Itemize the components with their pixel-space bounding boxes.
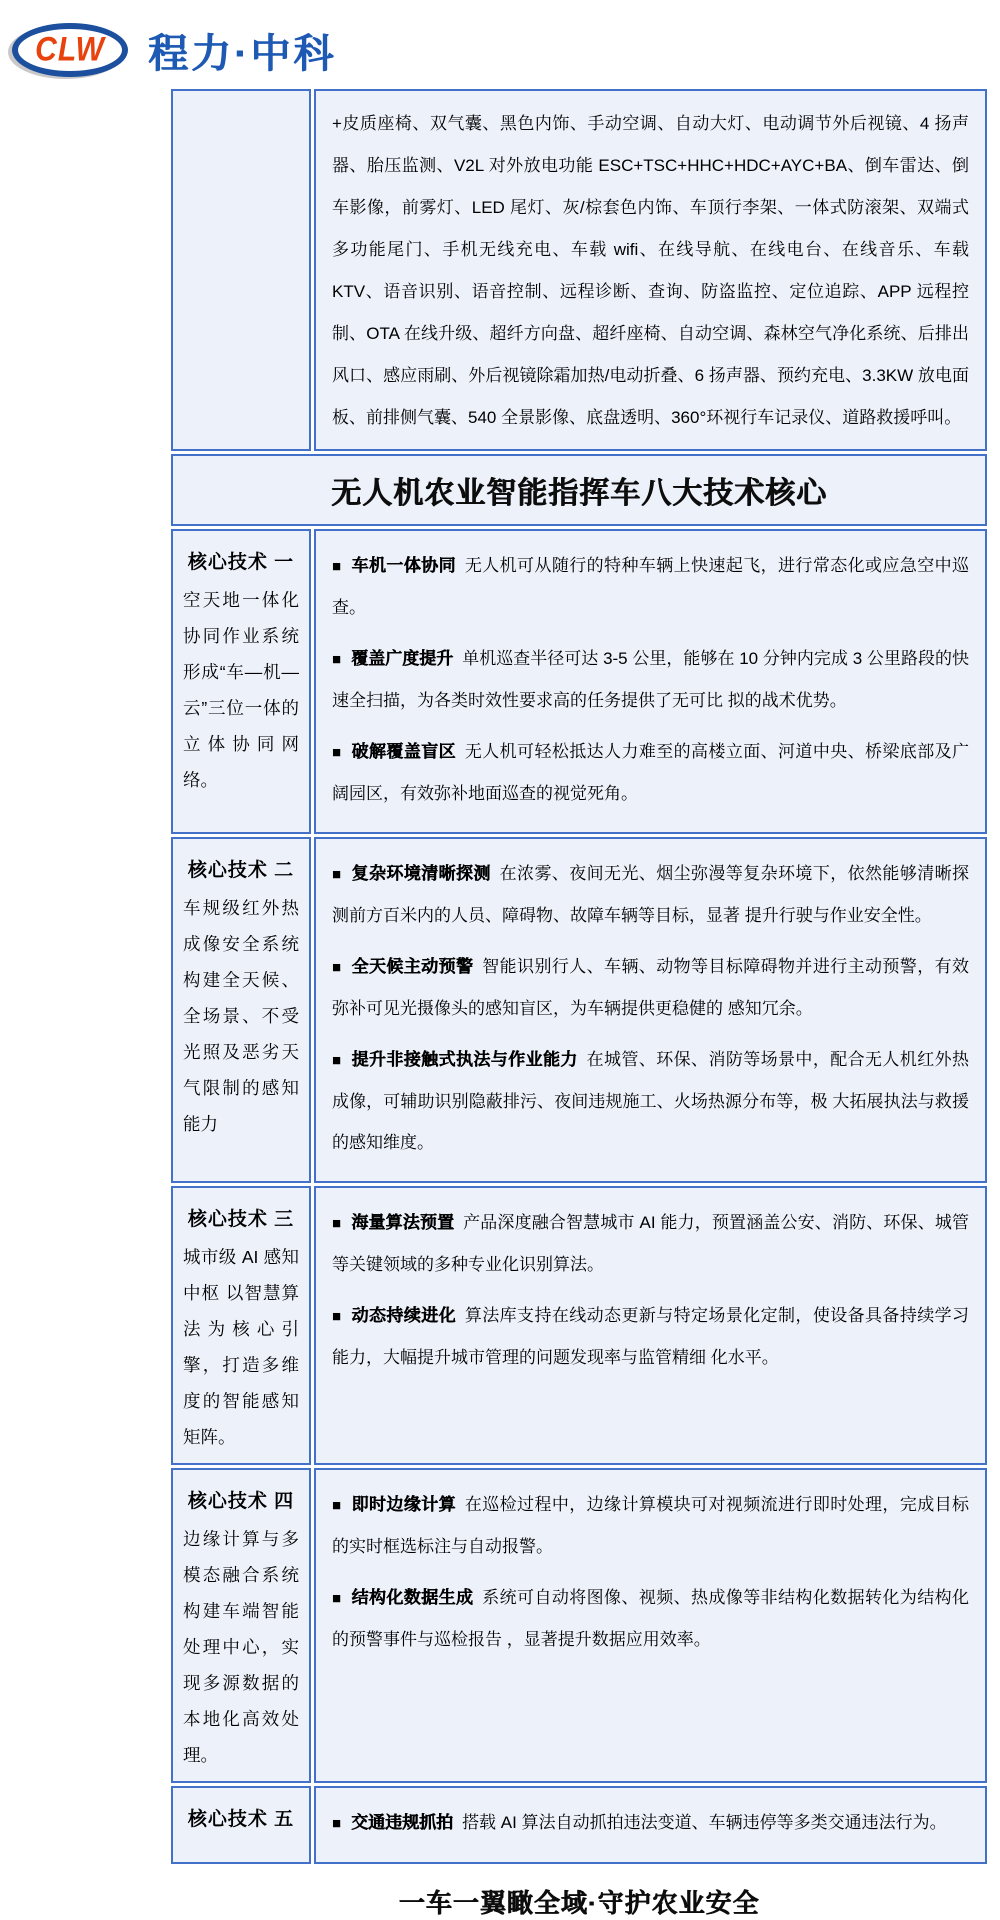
tech-point-term: 结构化数据生成 — [351, 1588, 474, 1607]
core-tech-subtitle: 边缘计算与多模态融合系统 构建车端智能处理中心，实现多源数据的本地化高效处理。 — [183, 1529, 299, 1765]
tech-point — [332, 853, 969, 936]
tech-point-desc: 无人机可从随行的特种车辆上快速起飞，进行常态化或应急空中巡查。 — [332, 556, 970, 617]
core-tech-row-4 — [171, 1468, 987, 1783]
tech-point-term: 动态持续进化 — [351, 1306, 456, 1325]
core-tech-points-cell — [314, 837, 987, 1183]
clw-logo-icon — [12, 23, 128, 77]
tech-point-term: 提升非接触式执法与作业能力 — [351, 1050, 578, 1069]
core-tech-subtitle: 车规级红外热成像安全系统 构建全天候、全场景、不受光照及恶劣天气限制的感知能力 — [183, 898, 299, 1134]
core-tech-subtitle: 空天地一体化协同作业系统 形成“车—机—云”三位一体的立体协同网络。 — [183, 590, 299, 790]
bullet-square-icon: ■ — [332, 866, 342, 883]
bullet-square-icon: ■ — [332, 1815, 342, 1832]
core-tech-label-cell — [171, 837, 311, 1183]
bullet-square-icon: ■ — [332, 1497, 342, 1514]
bullet-square-icon: ■ — [332, 1590, 342, 1607]
tech-point-term: 海量算法预置 — [351, 1213, 455, 1232]
tech-point-desc: 产品深度融合智慧城市 AI 能力，预置涵盖公安、消防、环保、城管等关键领域的多种专业化识别算法。 — [332, 1213, 969, 1274]
tech-point-term: 破解覆盖盲区 — [351, 742, 456, 761]
spec-continuation-cell — [314, 89, 987, 451]
core-tech-points-cell — [314, 1468, 987, 1783]
bullet-square-icon: ■ — [332, 1215, 342, 1232]
brand-name: 程力·中科 — [148, 31, 337, 76]
tech-point — [332, 545, 969, 628]
tech-point-term: 复杂环境清晰探测 — [351, 864, 491, 883]
tech-point — [332, 1039, 969, 1163]
bullet-square-icon: ■ — [332, 651, 342, 668]
bullet-square-icon: ■ — [332, 558, 342, 575]
core-tech-label-cell — [171, 529, 311, 834]
core-tech-title: 核心技术 四 — [187, 1491, 295, 1512]
tech-point-term: 交通违规抓拍 — [351, 1813, 454, 1832]
tech-point — [332, 946, 969, 1029]
spec-continuation-row — [171, 89, 987, 451]
tech-point-desc: 智能识别行人、车辆、动物等目标障碍物并进行主动预警，有效弥补可见光摄像头的感知盲区，为车辆提供更稳健的 感知冗余。 — [332, 957, 970, 1018]
tech-point-term: 覆盖广度提升 — [351, 649, 454, 668]
tech-point — [332, 1802, 969, 1844]
tech-point — [332, 731, 969, 814]
core-tech-label-cell — [171, 1186, 311, 1465]
bullet-square-icon: ■ — [332, 744, 342, 761]
core-tech-label-cell — [171, 1468, 311, 1783]
spec-continuation-text: +皮质座椅、双气囊、黑色内饰、手动空调、自动大灯、电动调节外后视镜、4 扬声器、胎压监测、V2L 对外放电功能 ESC+TSC+HHC+HDC+AYC+BA、倒车雷达、倒车影像，前雾灯、LED 尾灯、灰/棕套色内饰、车顶行李架、一体式防滚架、双端式多功能尾门、手机无线充电、车载 wifi、在线导航、在线电台、在线音乐、车载 KTV、语音识别、语音控制、远程诊断、查询、防盗监控、定位追踪、APP 远程控制、OTA 在线升级、超纤方向盘、超纤座椅、自动空调、森林空气净化系统、后排出风口、感应雨刷、外后视镜除霜加热/电动折叠、6 扬声器、预约充电、3.3KW 放电面板、前排侧气囊、540 全景影像、底盘透明、360°环视行车记录仪、道路救援呼叫。 — [332, 114, 969, 427]
tech-point — [332, 1202, 969, 1285]
tech-point — [332, 1295, 969, 1378]
clw-logo-letters: CLW — [35, 30, 105, 69]
core-tech-title: 核心技术 二 — [187, 860, 295, 881]
tech-point — [332, 1484, 969, 1567]
tech-point-desc: 在巡检过程中，边缘计算模块可对视频流进行即时处理，完成目标的实时框选标注与自动报警。 — [332, 1495, 970, 1556]
spec-table — [168, 86, 990, 1867]
spec-empty-label-cell — [171, 89, 311, 451]
tech-point-desc: 在浓雾、夜间无光、烟尘弥漫等复杂环境下，依然能够清晰探测前方百米内的人员、障碍物、故障车辆等目标，显著 提升行驶与作业安全性。 — [332, 864, 970, 925]
tech-point-term: 全天候主动预警 — [351, 957, 474, 976]
core-tech-subtitle: 城市级 AI 感知中枢 以智慧算法为核心引擎，打造多维度的智能感知矩阵。 — [183, 1247, 299, 1447]
tech-point-term: 即时边缘计算 — [351, 1495, 456, 1514]
core-tech-row-5 — [171, 1786, 987, 1864]
footer-slogan: 一车一翼瞰全域·守护农业安全 — [398, 1888, 760, 1918]
tech-point — [332, 638, 969, 721]
tech-point — [332, 1577, 969, 1660]
section-title-row — [171, 454, 987, 526]
core-tech-points-cell — [314, 1186, 987, 1465]
core-tech-label-cell — [171, 1786, 311, 1864]
core-tech-title: 核心技术 三 — [187, 1209, 295, 1230]
tech-point-desc: 单机巡查半径可达 3-5 公里，能够在 10 分钟内完成 3 公里路段的快速全扫描，为各类时效性要求高的任务提供了无可比 拟的战术优势。 — [332, 649, 969, 710]
bullet-square-icon: ■ — [332, 1308, 342, 1325]
core-tech-title: 核心技术 五 — [187, 1809, 295, 1830]
brand-header — [0, 0, 1000, 86]
section-title: 无人机农业智能指挥车八大技术核心 — [331, 477, 827, 510]
tech-point-desc: 无人机可轻松抵达人力难至的高楼立面、河道中央、桥梁底部及广阔园区，有效弥补地面巡查的视觉死角。 — [332, 742, 970, 803]
core-tech-row-1 — [171, 529, 987, 834]
section-title-cell — [171, 454, 987, 526]
core-tech-points-cell — [314, 529, 987, 834]
tech-point-desc: 算法库支持在线动态更新与特定场景化定制，使设备具备持续学习能力，大幅提升城市管理的问题发现率与监管精细 化水平。 — [332, 1306, 970, 1367]
bullet-square-icon: ■ — [332, 1052, 342, 1069]
tech-point-desc: 在城管、环保、消防等场景中，配合无人机红外热成像，可辅助识别隐蔽排污、夜间违规施工、火场热源分布等，极 大拓展执法与救援的感知维度。 — [332, 1050, 970, 1152]
core-tech-row-2 — [171, 837, 987, 1183]
tech-point-desc: 系统可自动将图像、视频、热成像等非结构化数据转化为结构化的预警事件与巡检报告 ，显著提升数据应用效率。 — [332, 1588, 970, 1649]
core-tech-title: 核心技术 一 — [187, 552, 295, 573]
core-tech-row-3 — [171, 1186, 987, 1465]
core-tech-points-cell — [314, 1786, 987, 1864]
tech-point-term: 车机一体协同 — [351, 556, 456, 575]
bullet-square-icon: ■ — [332, 959, 342, 976]
tech-point-desc: 搭载 AI 算法自动抓拍违法变道、车辆违停等多类交通违法行为。 — [462, 1813, 947, 1832]
